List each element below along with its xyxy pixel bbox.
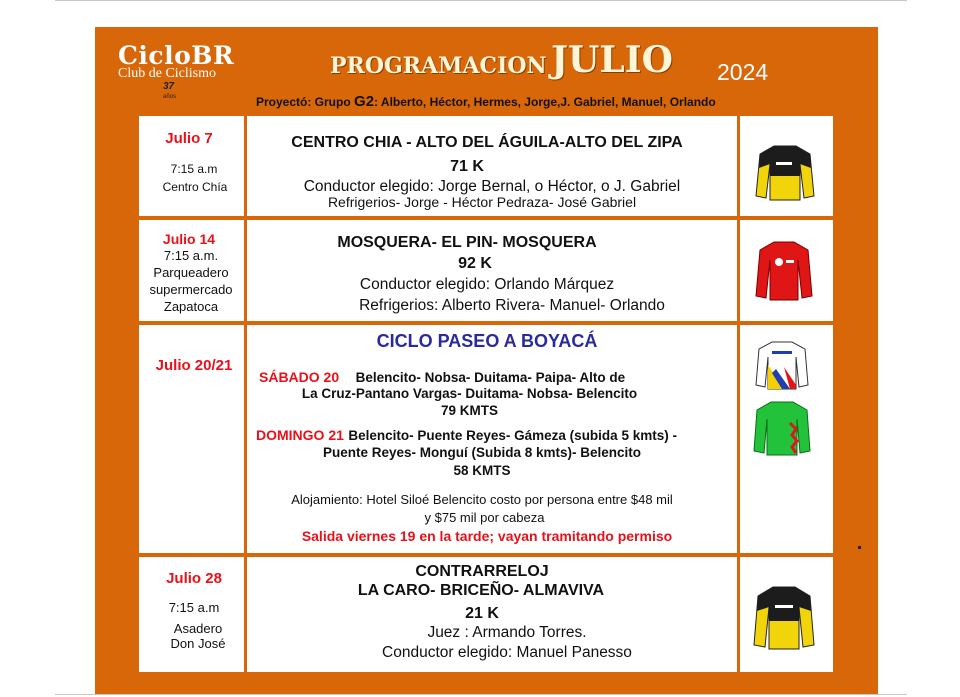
event-3-saturday-route-1: Belencito- Nobsa- Duitama- Paipa- Alto de <box>355 370 626 385</box>
event-1-refreshments: Refrigerios- Jorge - Héctor Pedraza- José Gabriel <box>327 194 637 210</box>
event-3-saturday-line-1 <box>259 369 719 387</box>
stray-dot <box>858 546 861 549</box>
event-2-date-cell <box>139 220 244 321</box>
event-3-date: Julio 20/21 <box>155 357 233 374</box>
event-4-place-line-1: Asadero <box>173 621 223 636</box>
title-prefix: PROGRAMACION <box>330 53 547 79</box>
bottom-rule <box>55 694 907 695</box>
event-2-distance: 92 K <box>458 255 492 272</box>
event-2-time: 7:15 a.m. <box>163 248 219 263</box>
event-2-place-line-1: Parqueadero <box>153 265 229 280</box>
event-3-saturday-route-2: La Cruz-Pantano Vargas- Duitama- Nobsa- Belencito <box>301 386 638 401</box>
logo-title: CicloBR <box>118 41 235 70</box>
event-3-sunday-line-1 <box>256 427 756 445</box>
event-1-date-cell <box>139 116 244 216</box>
event-4-distance: 21 K <box>465 605 499 622</box>
event-3-saturday-distance: 79 KMTS <box>440 403 498 418</box>
event-3-date-cell <box>139 325 244 553</box>
colombia-flag-jersey-icon <box>754 339 810 391</box>
yellow-black-jersey-icon <box>752 583 816 651</box>
title-month: JULIO <box>551 39 673 81</box>
event-2-date: Julio 14 <box>162 231 216 247</box>
logo-badge <box>163 82 176 102</box>
event-3-departure: Salida viernes 19 en la tarde; vayan tramitando permiso <box>301 528 673 544</box>
event-1-details-cell <box>247 116 737 216</box>
event-2-refreshments: Refrigerios: Alberto Rivera- Manuel- Orlando <box>359 297 665 314</box>
top-rule <box>55 0 907 1</box>
event-1-time: 7:15 a.m <box>170 162 218 176</box>
event-4-place-line-2: Don José <box>170 636 226 651</box>
green-jersey-icon <box>752 399 812 457</box>
event-3-jersey-cell <box>740 325 833 553</box>
event-3-sunday-distance: 58 KMTS <box>453 463 511 478</box>
event-1-driver: Conductor elegido: Jorge Bernal, o Héctor, o J. Gabriel <box>303 178 681 195</box>
project-credits <box>256 93 716 110</box>
event-4-driver: Conductor elegido: Manuel Panesso <box>382 644 632 661</box>
event-3-lodging-line-2: y $75 mil por cabeza <box>424 510 545 525</box>
logo-badge-text: años <box>163 94 177 100</box>
event-4-time: 7:15 a.m <box>168 600 220 615</box>
event-2-place-line-2: supermercado <box>149 282 233 297</box>
event-2-driver: Conductor elegido: Orlando Márquez <box>359 276 615 293</box>
event-2-details-cell <box>247 220 737 321</box>
event-4-details-cell <box>247 557 737 672</box>
event-2-route: MOSQUERA- EL PIN- MOSQUERA <box>337 234 597 251</box>
event-4-title-2: LA CARO- BRICEÑO- ALMAVIVA <box>357 582 605 599</box>
event-1-jersey-cell <box>740 116 833 216</box>
red-jersey-icon <box>754 238 814 302</box>
title-year: 2024 <box>717 59 769 85</box>
project-label: Proyectó: Grupo <box>256 95 351 109</box>
event-4-date-cell <box>139 557 244 672</box>
event-3-lodging-line-1: Alojamiento: Hotel Siloé Belencito costo por persona entre $48 mil <box>291 492 673 507</box>
event-3-sunday-route-1: Belencito- Puente Reyes- Gámeza (subida 5 kmts) - <box>348 428 677 443</box>
event-1-route: CENTRO CHIA - ALTO DEL ÁGUILA-ALTO DEL ZIPA <box>291 134 683 151</box>
event-2-place-line-3: Zapatoca <box>163 299 219 314</box>
event-4-judge: Juez : Armando Torres. <box>427 624 587 641</box>
event-3-saturday-label: SÁBADO 20 <box>259 369 340 385</box>
project-members: : Alberto, Héctor, Hermes, Jorge,J. Gabriel, Manuel, Orlando <box>374 95 716 109</box>
event-3-title: CICLO PASEO A BOYACÁ <box>376 331 598 351</box>
event-4-jersey-cell <box>740 557 833 672</box>
event-3-details-cell <box>247 325 737 553</box>
logo-subtitle: Club de Ciclismo <box>118 66 216 81</box>
project-group: G2 <box>354 93 375 110</box>
event-4-date: Julio 28 <box>166 570 222 587</box>
event-3-sunday-label: DOMINGO 21 <box>256 427 344 443</box>
logo-badge-number: 37 <box>163 81 175 92</box>
event-4-title-1: CONTRARRELOJ <box>415 563 549 580</box>
event-3-sunday-route-2: Puente Reyes- Monguí (Subida 8 kmts)- Belencito <box>322 445 642 460</box>
event-1-date: Julio 7 <box>165 130 213 147</box>
yellow-black-jersey-icon <box>754 142 816 202</box>
event-1-place: Centro Chía <box>162 180 228 194</box>
event-1-distance: 71 K <box>450 158 484 175</box>
event-2-jersey-cell <box>740 220 833 321</box>
